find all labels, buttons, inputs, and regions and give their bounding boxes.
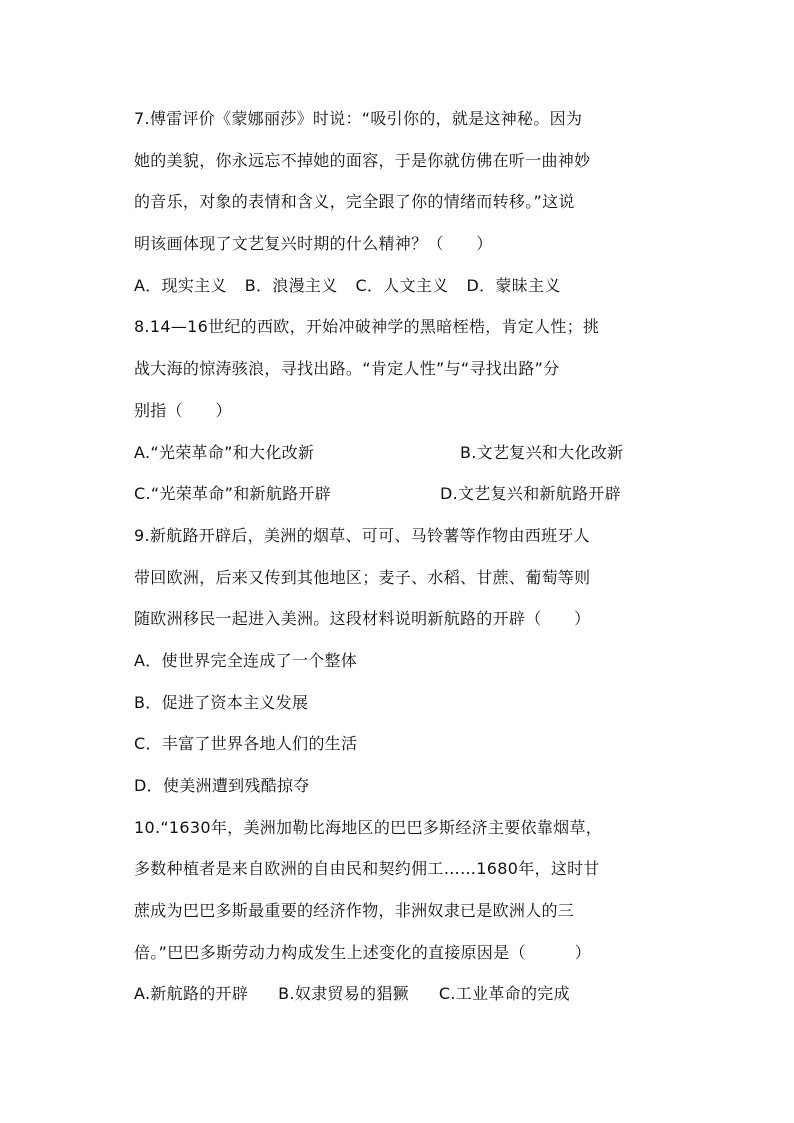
question-9-line: 随欧洲移民一起进入美洲。这段材料说明新航路的开辟（ ） <box>134 609 591 629</box>
question-8-option-d: D.文艺复兴和新航路开辟 <box>440 484 622 504</box>
question-content <box>134 98 660 1015</box>
question-8-line: 8.14—16世纪的西欧，开始冲破神学的黑暗桎梏，肯定人性；挑 <box>134 317 600 337</box>
question-8-option-c: C.“光荣革命”和新航路开辟 <box>134 484 332 504</box>
question-7-line: 她的美貌，你永远忘不掉她的面容，于是你就仿佛在听一曲神妙 <box>134 150 591 170</box>
question-10-option-a: A.新航路的开辟 <box>134 984 249 1004</box>
question-7 <box>134 98 660 306</box>
question-10-line: 蔗成为巴巴多斯最重要的经济作物，非洲奴隶已是欧洲人的三 <box>134 901 575 921</box>
question-9-line: 带回欧洲，后来又传到其他地区；麦子、水稻、甘蔗、葡萄等则 <box>134 567 591 587</box>
question-7-options <box>134 265 660 307</box>
question-8-options-row-1 <box>134 432 660 474</box>
question-10-line: 倍。”巴巴多斯劳动力构成发生上述变化的直接原因是（ ） <box>134 942 591 962</box>
question-9-option-a: A．使世界完全连成了一个整体 <box>134 650 358 670</box>
question-7-option-a: A．现实主义 <box>134 275 227 295</box>
question-10-option-b: B.奴隶贸易的猖獗 <box>278 984 409 1004</box>
question-10 <box>134 807 660 1015</box>
question-9-option-b: B．促进了资本主义发展 <box>134 692 309 712</box>
question-10-options <box>134 973 660 1015</box>
question-8-option-b: B.文艺复兴和大化改新 <box>460 442 624 462</box>
question-10-line: 多数种植者是来自欧洲的自由民和契约佣工……1680年，这时甘 <box>134 859 600 879</box>
question-7-line: 的音乐，对象的表情和含义，完全跟了你的情绪而转移。”这说 <box>134 192 575 212</box>
question-10-option-c: C.工业革命的完成 <box>438 984 570 1004</box>
question-10-line: 10.“1630年，美洲加勒比海地区的巴巴多斯经济主要依靠烟草， <box>134 817 603 837</box>
question-7-option-c: C．人文主义 <box>355 275 449 295</box>
question-9-option-d: D．使美洲遭到残酷掠夺 <box>134 776 310 795</box>
question-9-line: 9.新航路开辟后，美洲的烟草、可可、马铃薯等作物由西班牙人 <box>134 525 590 545</box>
question-8-options-row-2 <box>134 473 660 515</box>
question-7-option-b: B．浪漫主义 <box>244 275 338 295</box>
question-7-line: 7.傅雷评价《蒙娜丽莎》时说：“吸引你的，就是这神秘。因为 <box>134 109 583 128</box>
question-8-line: 战大海的惊涛骇浪，寻找出路。“肯定人性”与“寻找出路”分 <box>134 359 560 379</box>
question-8-line: 别指（ ） <box>134 400 232 420</box>
question-9 <box>134 515 660 807</box>
question-9-option-c: C．丰富了世界各地人们的生活 <box>134 734 358 754</box>
question-8-option-a: A.“光荣革命”和大化改新 <box>134 442 315 462</box>
question-7-line: 明该画体现了文艺复兴时期的什么精神？（ ） <box>134 234 493 254</box>
question-8 <box>134 306 660 514</box>
question-7-option-d: D．蒙昧主义 <box>466 275 561 295</box>
